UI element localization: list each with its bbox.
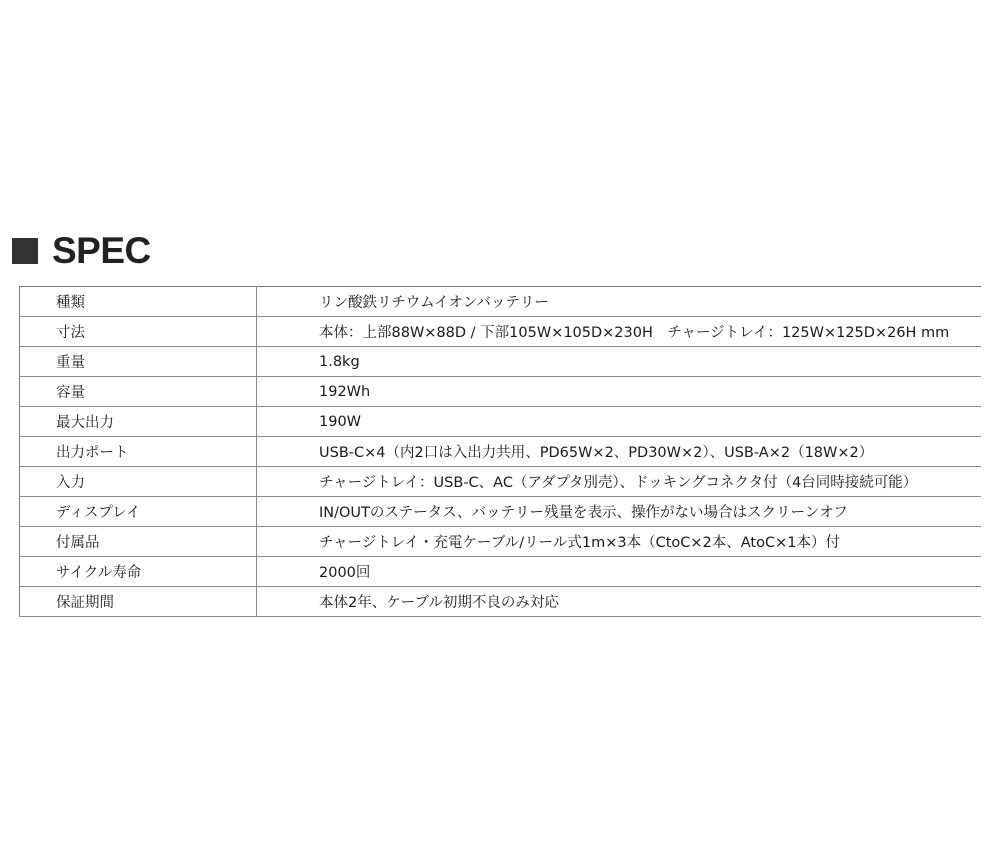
spec-label: 入力 bbox=[20, 467, 257, 497]
table-row bbox=[20, 287, 982, 317]
spec-heading bbox=[12, 231, 151, 271]
spec-value: 本体2年、ケーブル初期不良のみ対応 bbox=[257, 587, 982, 617]
spec-value: 192Wh bbox=[257, 377, 982, 407]
table-row bbox=[20, 587, 982, 617]
spec-value: IN/OUTのステータス、バッテリー残量を表示、操作がない場合はスクリーンオフ bbox=[257, 497, 982, 527]
spec-table bbox=[19, 286, 981, 617]
spec-label: 重量 bbox=[20, 347, 257, 377]
spec-label: 最大出力 bbox=[20, 407, 257, 437]
table-row bbox=[20, 557, 982, 587]
spec-value: 1.8kg bbox=[257, 347, 982, 377]
spec-value: 本体：上部88W×88D / 下部105W×105D×230H チャージトレイ：125W×125D×26H mm bbox=[257, 317, 982, 347]
spec-label: 容量 bbox=[20, 377, 257, 407]
spec-label: 種類 bbox=[20, 287, 257, 317]
table-row bbox=[20, 497, 982, 527]
page-title: SPEC bbox=[52, 230, 151, 271]
table-row bbox=[20, 467, 982, 497]
table-row bbox=[20, 377, 982, 407]
spec-label: ディスプレイ bbox=[20, 497, 257, 527]
spec-label: 寸法 bbox=[20, 317, 257, 347]
square-bullet-icon bbox=[12, 238, 38, 264]
spec-value: チャージトレイ・充電ケーブル/リール式1m×3本（CtoC×2本、AtoC×1本）付 bbox=[257, 527, 982, 557]
table-row bbox=[20, 527, 982, 557]
table-row bbox=[20, 437, 982, 467]
spec-value: 2000回 bbox=[257, 557, 982, 587]
table-row bbox=[20, 317, 982, 347]
spec-label: サイクル寿命 bbox=[20, 557, 257, 587]
spec-value: チャージトレイ：USB-C、AC（アダプタ別売）、ドッキングコネクタ付（4台同時接続可能） bbox=[257, 467, 982, 497]
spec-value: 190W bbox=[257, 407, 982, 437]
spec-label: 保証期間 bbox=[20, 587, 257, 617]
spec-value: リン酸鉄リチウムイオンバッテリー bbox=[257, 287, 982, 317]
table-row bbox=[20, 407, 982, 437]
table-row bbox=[20, 347, 982, 377]
spec-label: 付属品 bbox=[20, 527, 257, 557]
spec-value: USB-C×4（内2口は入出力共用、PD65W×2、PD30W×2）、USB-A×2（18W×2） bbox=[257, 437, 982, 467]
spec-label: 出力ポート bbox=[20, 437, 257, 467]
